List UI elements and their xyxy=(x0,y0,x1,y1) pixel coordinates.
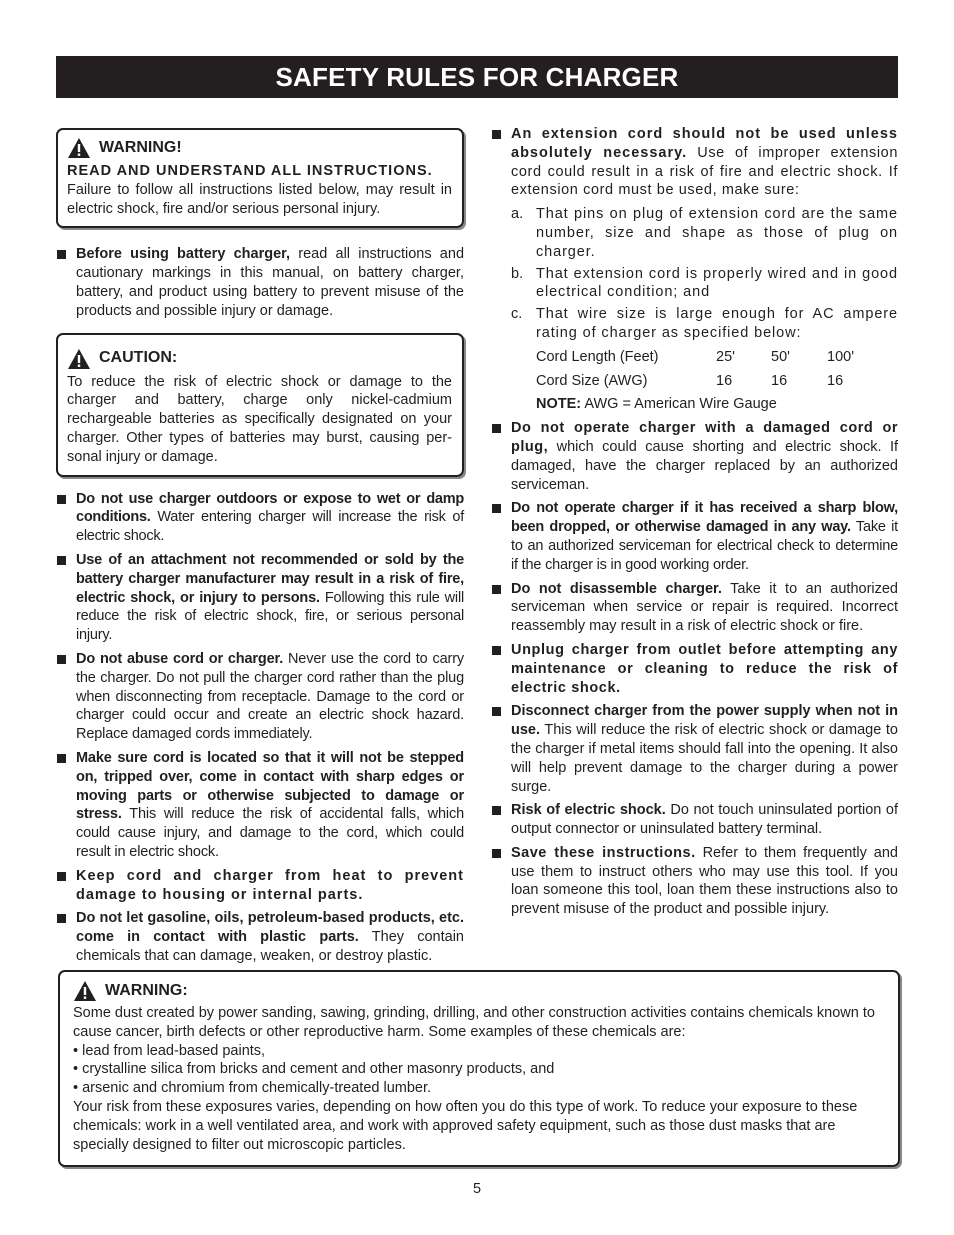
awg-note: NOTE: AWG = American Wire Gauge xyxy=(536,396,777,413)
list-item: Do not disassemble charger. Take it to an authorized serviceman when service or repair is required. Incorrect reassembly may result in a risk of electric shock or fire. xyxy=(491,580,898,636)
list-item: • arsenic and chromium from chemically-treated lumber. xyxy=(73,1080,432,1097)
list-item: Risk of electric shock. Do not touch uninsulated portion of output connector or uninsulated battery terminal. xyxy=(491,801,898,839)
list-item: • crystalline silica from bricks and cement and other masonry products, and xyxy=(73,1061,555,1078)
sub-item: c. That wire size is large enough for AC ampere rating of charger as specified below: xyxy=(511,306,898,341)
warning-box xyxy=(56,128,464,228)
warning-heading: WARNING! xyxy=(99,138,182,156)
cord-size-row: Cord Size (AWG) 16 16 16 xyxy=(536,372,844,389)
caution-text: To reduce the risk of electric shock or damage to the charger and battery, charge only nickel-cadmium rechargeable batteries as specifically designated on your charger. Other types of batteries may burst, causing per-sonal injury or damage. xyxy=(67,373,452,465)
list-item: Do not use charger outdoors or expose to wet or damp conditions. Water entering charger will increase the risk of electric shock. xyxy=(56,490,464,546)
list-item: Make sure cord is located so that it will not be stepped on, tripped over, come in contact with sharp edges or moving parts or otherwise subjected to damage or stress. This will reduce the risk of accidental falls, which could cause injury, and damage to the cord, which could result in electric shock. xyxy=(56,749,464,862)
cord-length-row: Cord Length (Feet) 25' 50' 100' xyxy=(536,348,854,365)
sub-item: a. That pins on plug of extension cord are the same number, size and shape as those of plug on charger. xyxy=(511,206,898,260)
dust-warning-box xyxy=(58,970,900,1167)
page-number: 5 xyxy=(472,1181,482,1197)
list-item: An extension cord should not be used unless absolutely necessary. Use of improper extension cord could result in a risk of fire and electric shock. If extension cord must be used, make sure: xyxy=(491,125,898,200)
warning-icon xyxy=(73,980,97,1002)
list-item: Keep cord and charger from heat to prevent damage to housing or internal parts. xyxy=(56,867,464,905)
list-item: Save these instructions. Refer to them frequently and use them to instruct others who may use this tool. If you loan someone this tool, loan them these instructions also to prevent misuse of the product and possible injury. xyxy=(491,844,898,919)
list-item: Do not abuse cord or charger. Never use the cord to carry the charger. Do not pull the charger cord rather than the plug when disconnecting from receptacle. Damage to the cord or charger could occur and create an electric shock hazard. Replace damaged cords immediately. xyxy=(56,650,464,744)
caution-box xyxy=(56,333,464,477)
dust-warning-intro: Some dust created by power sanding, sawing, grinding, drilling, and other construction activities contains chemicals known to cause cancer, birth defects or other reproductive harm. Some examples of these chemicals are: xyxy=(73,1005,875,1040)
sub-item: b. That extension cord is properly wired and in good electrical condition; and xyxy=(511,265,898,301)
caution-icon xyxy=(67,348,91,370)
warning-text: Failure to follow all instructions listed below, may result in electric shock, fire and/or serious personal injury. xyxy=(67,181,452,217)
list-item: Use of an attachment not recommended or sold by the battery charger manufacturer may result in a risk of fire, electric shock, or injury to persons. Following this rule will reduce the risk of electric shock, fire, or serious personal injury. xyxy=(56,551,464,645)
warning-icon xyxy=(67,137,91,159)
warning-lead: READ AND UNDERSTAND ALL INSTRUCTIONS. xyxy=(67,163,433,179)
caution-heading: CAUTION: xyxy=(99,349,178,367)
list-item: Do not let gasoline, oils, petroleum-based products, etc. come in contact with plastic parts. They contain chemicals that can damage, weaken, or destroy plastic. xyxy=(56,909,464,965)
list-item: • lead from lead-based paints, xyxy=(73,1042,266,1059)
list-item: Before using battery charger, read all instructions and cautionary markings in this manual, on battery charger, battery, and product using battery to prevent misuse of the products and possible injury or damage. xyxy=(56,245,464,320)
page-title: SAFETY RULES FOR CHARGER xyxy=(56,56,898,98)
right-column xyxy=(491,125,898,919)
dust-warning-outro: Your risk from these exposures varies, depending on how often you do this type of work. To reduce your exposure to these chemicals: work in a well ventilated area, and work with approved safety equipment, such as those dust masks that are specially designed to filter out microscopic particles. xyxy=(73,1098,858,1153)
left-column xyxy=(56,128,464,966)
dust-warning-heading: WARNING: xyxy=(105,981,188,999)
list-item: Do not operate charger with a damaged cord or plug, which could cause shorting and electric shock. If damaged, have the charger replaced by an authorized serviceman. xyxy=(491,419,898,494)
list-item: Do not operate charger if it has received a sharp blow, been dropped, or otherwise damaged in any way. Take it to an authorized serviceman for electrical check to determine if the charger is in good working order. xyxy=(491,499,898,574)
list-item: Unplug charger from outlet before attempting any maintenance or cleaning to reduce the risk of electric shock. xyxy=(491,641,898,697)
list-item: Disconnect charger from the power supply when not in use. This will reduce the risk of electric shock or damage to the charger if metal items should fall into the opening. It also will help prevent damage to the charger during a power surge. xyxy=(491,702,898,796)
